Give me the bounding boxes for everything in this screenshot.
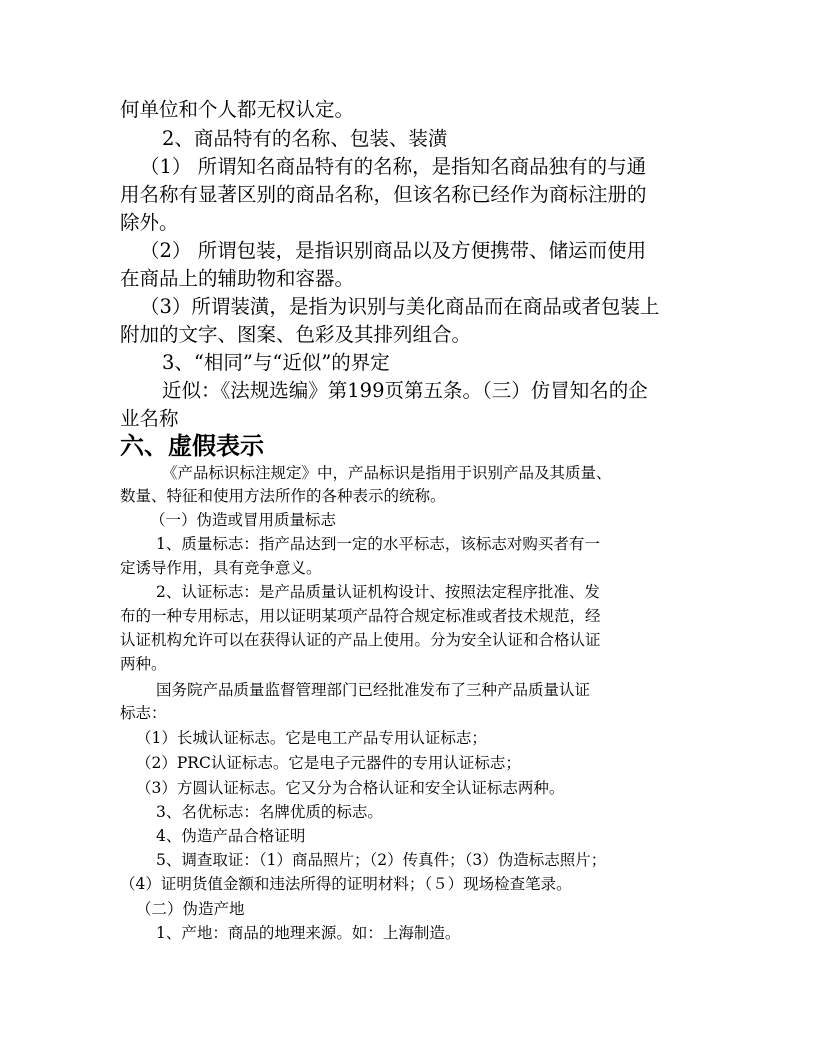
list-item: （3）方圆认证标志。它又分为合格认证和安全认证标志两种。 [136, 779, 565, 797]
paragraph-line: 标志： [120, 704, 167, 722]
paragraph-line: 何单位和个人都无权认定。 [120, 98, 355, 121]
section-heading: 六、虚假表示 [120, 432, 264, 460]
paragraph-line: 国务院产品质量监督管理部门已经批准发布了三种产品质量认证 [156, 681, 591, 699]
paragraph-line: 两种。 [120, 655, 167, 673]
paragraph-line: 数量、特征和使用方法所作的各种表示的统称。 [120, 487, 446, 505]
paragraph-line: 在商品上的辅助物和容器。 [120, 267, 355, 290]
paragraph-line: 近似：《法规选编》第199页第五条。（三）仿冒知名的企 [162, 379, 648, 402]
list-item: 3、名优标志：名牌优质的标志。 [156, 803, 383, 821]
list-item: 5、调查取证：（1）商品照片；（2）传真件；（3）伪造标志照片； [156, 851, 607, 869]
paragraph-line: 除外。 [120, 211, 179, 234]
paragraph-line: （2） 所谓包装，是指识别商品以及方便携带、储运而使用 [140, 239, 647, 262]
paragraph-line: 认证机构允许可以在获得认证的产品上使用。分为安全认证和合格认证 [120, 631, 601, 649]
paragraph-line: 1、产地：商品的地理来源。如：上海制造。 [156, 924, 461, 942]
list-item: （2）PRC认证标志。它是电子元器件的专用认证标志； [136, 754, 521, 772]
paragraph-line: 附加的文字、图案、色彩及其排列组合。 [120, 323, 472, 346]
paragraph-line: （3）所谓装潢，是指为识别与美化商品而在商品或者包装上 [140, 295, 660, 318]
paragraph-line: （4）证明货值金额和违法所得的证明材料；（５）现场检查笔录。 [120, 875, 572, 893]
paragraph-line: （1） 所谓知名商品特有的名称，是指知名商品独有的与通 [140, 155, 647, 178]
paragraph-line: 2、认证标志：是产品质量认证机构设计、按照法定程序批准、发 [156, 583, 600, 601]
list-item: 4、伪造产品合格证明 [156, 827, 306, 845]
paragraph-line: 《产品标识标注规定》中，产品标识是指用于识别产品及其质量、 [162, 464, 612, 482]
subheading-line: （二）伪造产地 [136, 900, 245, 918]
paragraph-line: 1、质量标志：指产品达到一定的水平标志，该标志对购买者有一 [156, 535, 600, 553]
subheading-line: （一）伪造或冒用质量标志 [150, 511, 337, 529]
subheading-line: 3、“相同”与“近似”的界定 [162, 351, 390, 374]
paragraph-line: 定诱导作用，具有竞争意义。 [120, 559, 322, 577]
paragraph-line: 用名称有显著区别的商品名称，但该名称已经作为商标注册的 [120, 183, 647, 206]
paragraph-line: 业名称 [120, 407, 179, 430]
paragraph-line: 布的一种专用标志，用以证明某项产品符合规定标准或者技术规范，经 [120, 607, 601, 625]
subheading-line: 2、商品特有的名称、包装、装潢 [162, 127, 448, 150]
list-item: （1）长城认证标志。它是电工产品专用认证标志； [136, 729, 487, 747]
